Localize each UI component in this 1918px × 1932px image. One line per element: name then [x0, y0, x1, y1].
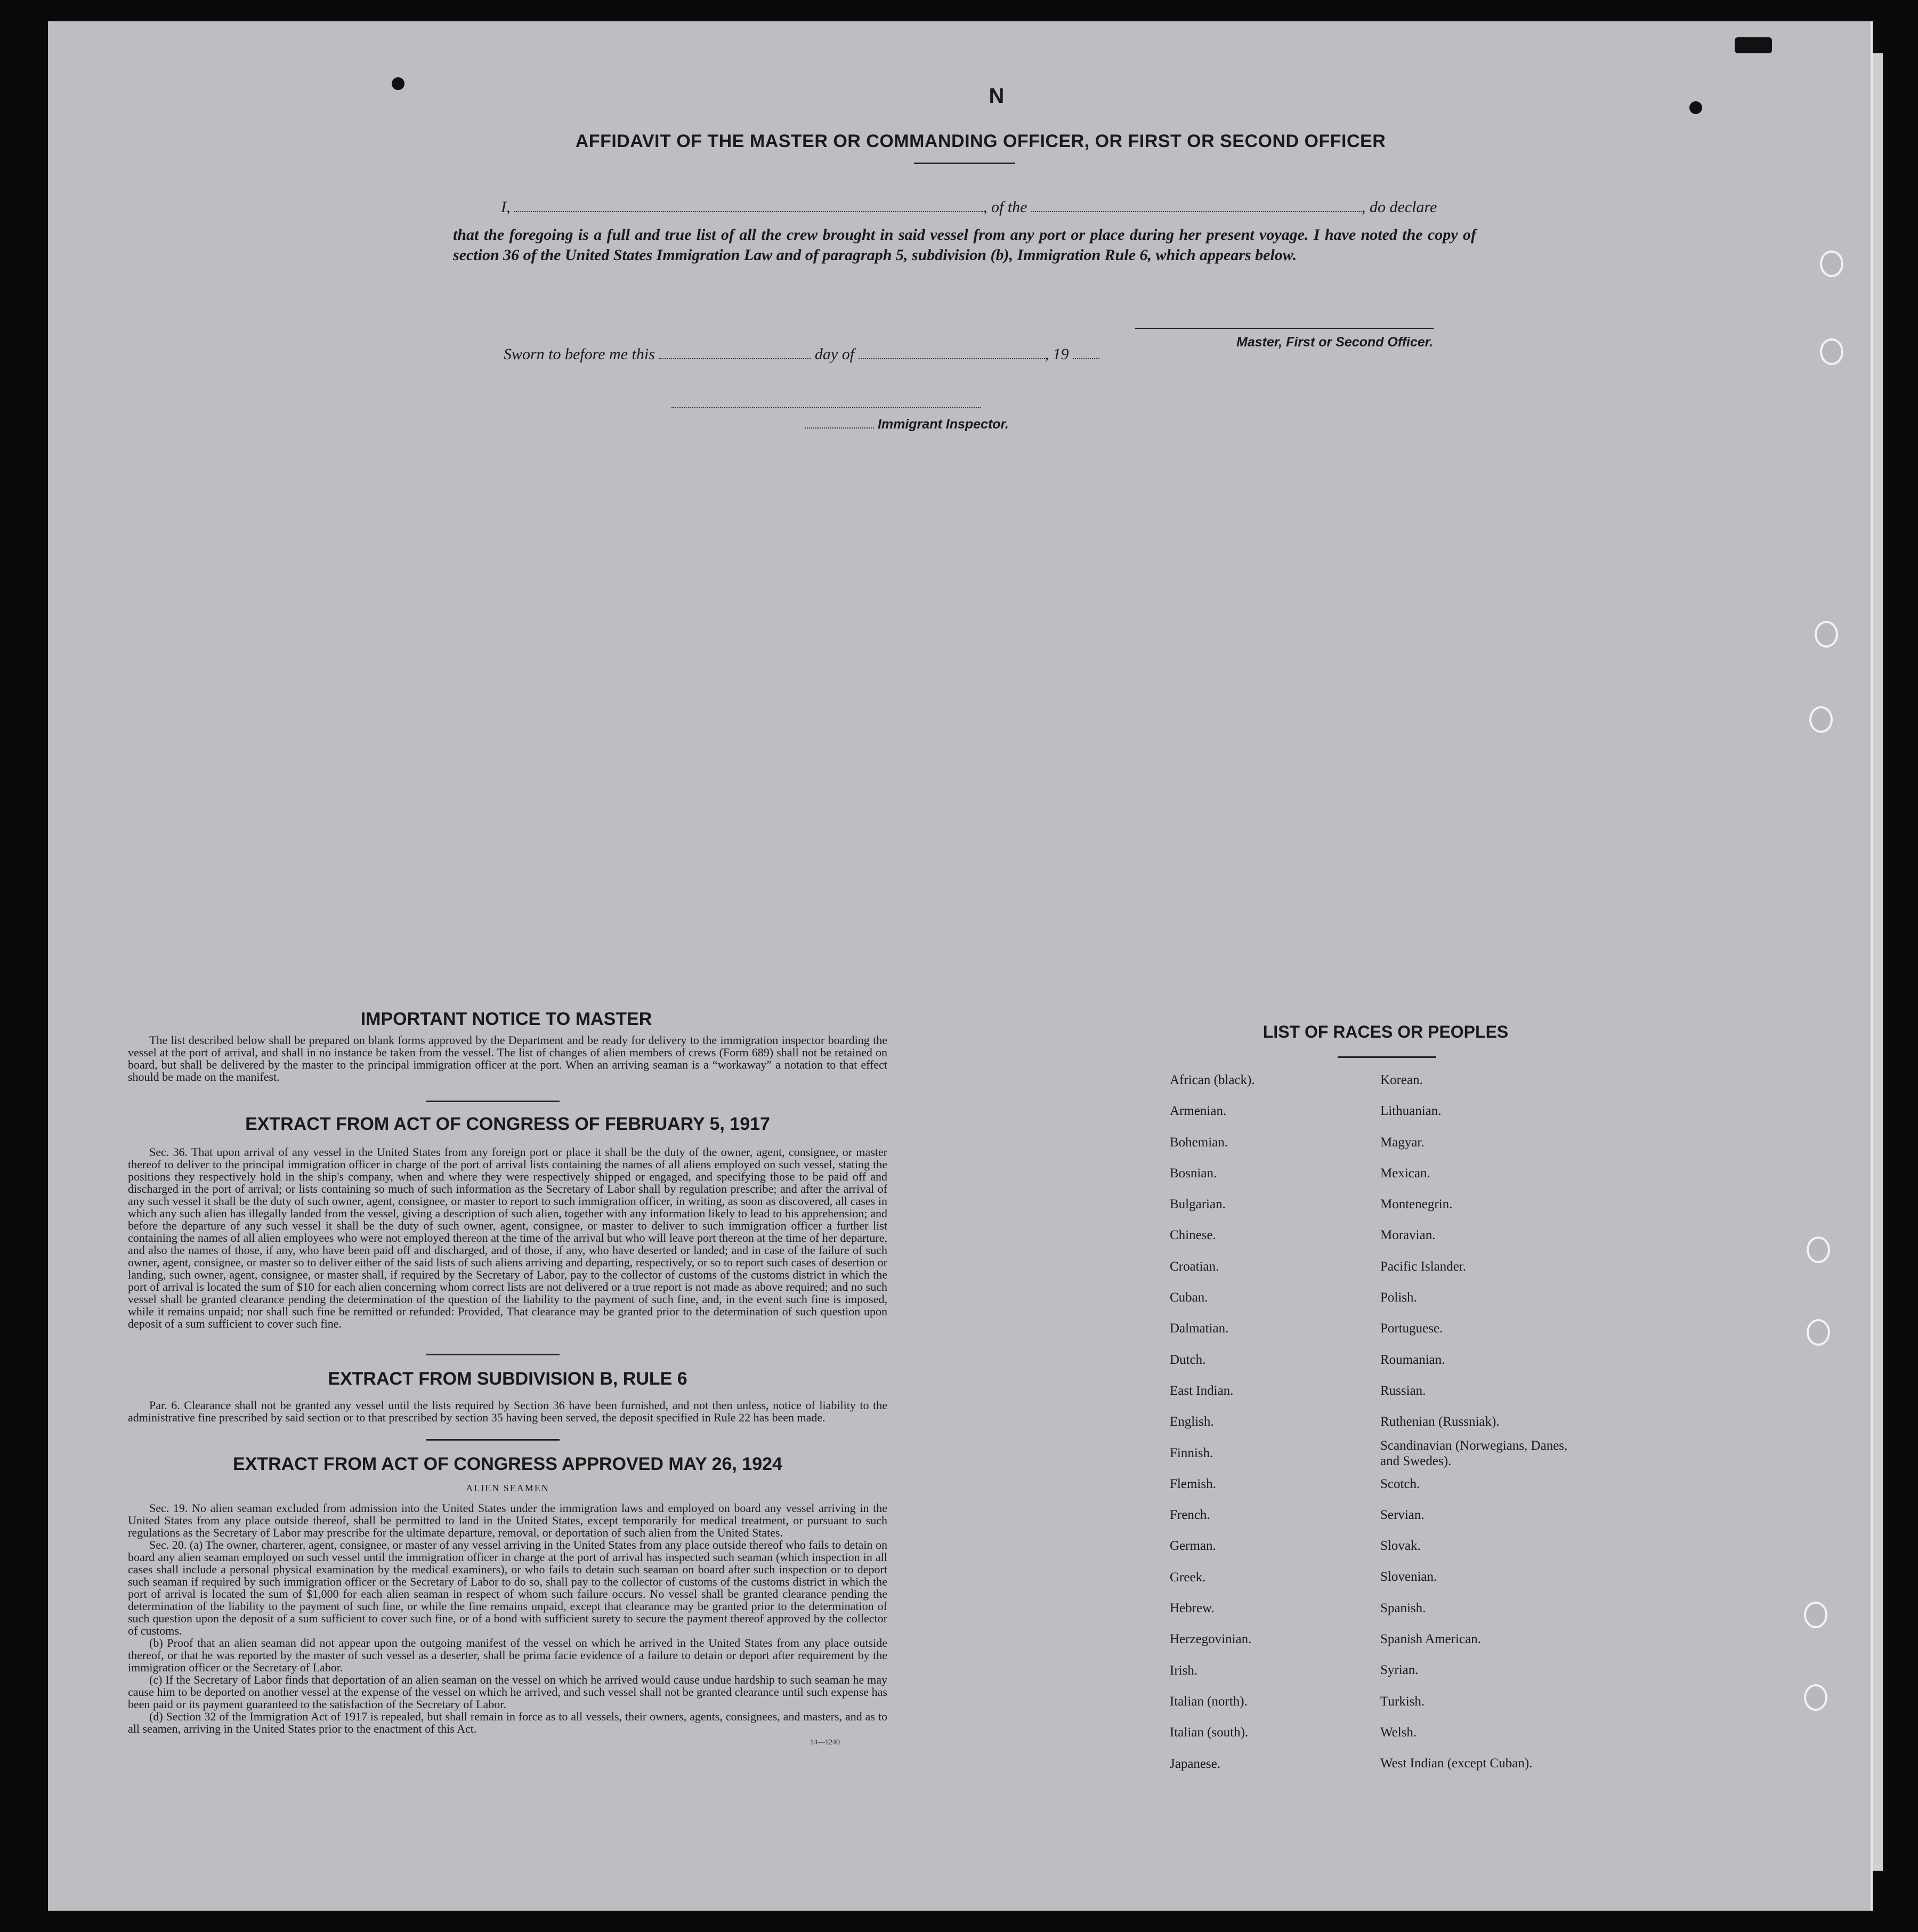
race-item: Slovenian. — [1380, 1570, 1437, 1585]
race-item: Italian (south). — [1170, 1725, 1249, 1740]
race-item: Dutch. — [1170, 1352, 1206, 1367]
form-code: 14—1240 — [810, 1739, 840, 1747]
race-item: Lithuanian. — [1380, 1104, 1442, 1119]
race-item: Bohemian. — [1170, 1135, 1228, 1150]
vessel-blank[interactable] — [1031, 198, 1362, 212]
race-item: Polish. — [1380, 1290, 1417, 1305]
sec-20a-paragraph: Sec. 20. (a) The owner, charterer, agent, consignee, or master of any vessel arriving in the United States from any place outside thereof who fails to detain on board any alien seaman employed on such vessel until the immigration officer in charge at the port of arrival has inspected such seaman (which inspection in all cases shall include a personal physical examination by the medical examiners), or who fails to detain such seaman on board after such inspection or to deport such seaman if required by such immigration officer or the Secretary of Labor to do so, shall pay to the collector of customs of the customs district in which the port of arrival is located the sum of $1,000 for each alien seaman in respect of whom such failure occurs. No vessel shall be granted clearance pending the determination of the liability to the payment of such fine, or while the fine remains unpaid, except that clearance may be granted prior to the determination of such question upon the deposit of a sum sufficient to cover such fine, or of a bond with sufficient surety to secure the payment thereof approved by the collector of customs. — [128, 1538, 887, 1637]
race-item: African (black). — [1170, 1073, 1255, 1087]
race-item: Greek. — [1170, 1570, 1206, 1585]
race-item: Scotch. — [1380, 1476, 1420, 1491]
notice-paragraph: The list described below shall be prepared on blank forms approved by the Department and be ready for delivery to the immigration inspector boarding the vessel at the port of arrival, and shall in no instance be taken from the vessel. The list of changes of alien members of crews (Form 689) shall not be retained on board, but shall be delivered by the master to the principal immigration officer at the port. When an arriving seaman is a “workaway” a notation to that effect should be made on the manifest. — [128, 1033, 887, 1084]
race-item: Flemish. — [1170, 1476, 1216, 1491]
extract-rule6-body — [128, 1399, 887, 1424]
punch-hole — [1809, 706, 1833, 733]
form-mark: N — [989, 84, 1005, 108]
race-item: Roumanian. — [1380, 1352, 1445, 1367]
divider — [914, 163, 1015, 164]
inspector-signature-blank[interactable] — [671, 394, 981, 408]
inspector-label: Immigrant Inspector. — [877, 417, 1009, 432]
text-i: I, — [501, 198, 511, 216]
notice-title: IMPORTANT NOTICE TO MASTER — [360, 1009, 652, 1029]
race-item: Bulgarian. — [1170, 1197, 1226, 1212]
inspector-leader — [805, 420, 874, 429]
sec-19-paragraph: Sec. 19. No alien seaman excluded from admission into the United States under the immigration laws and employed on board any vessel arriving in the United States from any place outside thereof, shall be permitted to land in the United States, except temporarily for medical treatment, or pursuant to such regulations as the Secretary of Labor may prescribe for the ultimate departure, removal, or deportation of such alien from the United States. — [128, 1501, 887, 1539]
punch-hole — [1804, 1602, 1827, 1628]
race-item: Hebrew. — [1170, 1601, 1215, 1616]
race-item: Mexican. — [1380, 1166, 1430, 1181]
ink-spot — [1689, 101, 1702, 114]
extract-1924-body — [128, 1502, 887, 1735]
sworn-line — [504, 345, 1250, 363]
race-item: Syrian. — [1380, 1663, 1419, 1678]
race-item: Ruthenian (Russniak). — [1380, 1414, 1500, 1429]
race-item: Croatian. — [1170, 1259, 1219, 1274]
race-item: Welsh. — [1380, 1725, 1417, 1740]
divider — [426, 1354, 560, 1355]
race-item: Irish. — [1170, 1663, 1198, 1678]
race-item: West Indian (except Cuban). — [1380, 1756, 1533, 1771]
extract-1917-title: EXTRACT FROM ACT OF CONGRESS OF FEBRUARY 5, 1917 — [245, 1114, 770, 1134]
extract-1917-body — [128, 1146, 887, 1330]
name-blank[interactable] — [514, 198, 983, 212]
race-item: Pacific Islander. — [1380, 1259, 1467, 1274]
race-item: Korean. — [1380, 1073, 1423, 1087]
race-item: Magyar. — [1380, 1135, 1425, 1150]
race-item: Dalmatian. — [1170, 1321, 1229, 1336]
race-item: Cuban. — [1170, 1290, 1208, 1305]
text-day-of: day of — [814, 345, 855, 363]
extract-rule6-title: EXTRACT FROM SUBDIVISION B, RULE 6 — [328, 1369, 687, 1389]
race-item: Herzegovinian. — [1170, 1632, 1252, 1647]
race-item: Bosnian. — [1170, 1166, 1217, 1181]
race-item: Servian. — [1380, 1507, 1425, 1522]
races-left-column — [1170, 1065, 1255, 1780]
ink-spot — [392, 77, 404, 90]
ink-spot — [1735, 37, 1772, 53]
race-item: Russian. — [1380, 1383, 1426, 1398]
par-6-paragraph: Par. 6. Clearance shall not be granted any vessel until the lists required by Section 36 have been furnished, and not then unless, notice of liability to the administrative fine prescribed by said section or to that prescribed by section 35 having been served, the deposit specified in Rule 22 has been made. — [128, 1399, 887, 1424]
race-item: Slovak. — [1380, 1539, 1421, 1554]
race-item: Spanish American. — [1380, 1632, 1481, 1647]
year-blank[interactable] — [1073, 345, 1099, 359]
race-item: Italian (north). — [1170, 1694, 1248, 1709]
signature-label: Master, First or Second Officer. — [1236, 335, 1434, 350]
race-item: Scandinavian (Norwegians, Danes, and Swedes). — [1380, 1438, 1568, 1468]
race-item: Montenegrin. — [1380, 1197, 1453, 1212]
sec-20b-paragraph: (b) Proof that an alien seaman did not appear upon the outgoing manifest of the vessel on which he arrived in the United States from any place outside thereof, or that he was reported by the master of such vessel as a deserter, shall be prima facie evidence of a failure to detain or deport after requirement by the immigration officer or the Secretary of Labor. — [128, 1636, 887, 1674]
race-item: Spanish. — [1380, 1600, 1426, 1615]
races-right-column — [1380, 1065, 1583, 1780]
race-item: Finnish. — [1170, 1445, 1213, 1460]
race-item: East Indian. — [1170, 1383, 1234, 1398]
affidavit-declare-line — [501, 198, 1482, 216]
day-blank[interactable] — [659, 345, 811, 359]
divider — [426, 1101, 560, 1102]
race-item: Chinese. — [1170, 1228, 1216, 1243]
race-item: Armenian. — [1170, 1104, 1227, 1119]
punch-hole — [1820, 338, 1843, 365]
punch-hole — [1804, 1684, 1827, 1711]
affidavit-body: that the foregoing is a full and true list of all the crew brought in said vessel from any port or place during her present voyage. I have noted the copy of section 36 of the United States Immigration Law and of paragraph 5, subdivision (b), Immigration Rule 6, which appears below. — [453, 226, 1476, 264]
race-item: German. — [1170, 1539, 1216, 1554]
sec-20c-paragraph: (c) If the Secretary of Labor finds that deportation of an alien seaman on the vessel on which he arrived would cause undue hardship to such seaman he may cause him to be deported on another vessel at the expense of the vessel on which he arrived, and such vessel shall not be granted clearance until such expense has been paid or its payment guaranteed to the satisfaction of the Secretary of Labor. — [128, 1673, 887, 1711]
race-item: Moravian. — [1380, 1228, 1436, 1243]
text-declare: , do declare — [1362, 198, 1437, 216]
section-36-paragraph: Sec. 36. That upon arrival of any vessel in the United States from any foreign port or place it shall be the duty of the owner, agent, consignee, or master thereof to deliver to the principal immigration officer in charge of the port of arrival lists containing the names of all aliens employed on such vessel, stating the positions they respectively hold in the ship's company, when and where they were respectively shipped or engaged, and specifying those to be paid off and discharged in the port of arrival; or lists containing so much of such information as the Secretary of Labor shall by regulation prescribe; and after the arrival of any such vessel it shall be the duty of such owner, agent, consignee, or master to report to such immigration officer, in writing, as soon as discovered, all cases in which any such alien has illegally landed from the vessel, giving a description of such alien, together with any information likely to lead to his apprehension; and before the departure of any such vessel it shall be the duty of such owner, agent, consignee, or master to deliver to such immigration officer a further list containing the names of all alien employees who were not employed thereon at the time of the arrival but who will leave port thereon at the time of her departure, and also the names of those, if any, who have been paid off and discharged, and of those, if any, who have deserted or landed; and in case of the failure of such owner, agent, consignee, or master so to deliver either of the said lists of such aliens arriving and departing, respectively, or so to report such cases of desertion or landing, such owner, agent, consignee, or master shall, if required by the Secretary of Labor, pay to the collector of customs of the customs district in which the port of arrival is located the sum of $10 for each alien concerning whom correct lists are not delivered or a true report is not made as above required; and no such vessel shall be granted clearance pending the determination of the question of the liability to the payment of such fine, and, in the event such fine is imposed, while it remains unpaid; nor shall such fine be remitted or refunded: Provided, That clearance may be granted prior to the determination of such question upon deposit of a sum sufficient to cover such fine. — [128, 1145, 887, 1330]
punch-hole — [1807, 1236, 1830, 1263]
divider — [426, 1439, 560, 1441]
inspector-line — [805, 417, 1009, 432]
race-item: Japanese. — [1170, 1756, 1221, 1771]
punch-hole — [1820, 250, 1843, 277]
race-item: Portuguese. — [1380, 1321, 1443, 1336]
sec-20d-paragraph: (d) Section 32 of the Immigration Act of 1917 is repealed, but shall remain in force as to all vessels, their owners, agents, consignees, and masters, and as to all seamen, arriving in the United States prior to the enactment of this Act. — [128, 1710, 887, 1735]
month-blank[interactable] — [859, 345, 1045, 359]
text-sworn: Sworn to before me this — [504, 345, 655, 363]
punch-hole — [1807, 1319, 1830, 1346]
text-of-the: , of the — [983, 198, 1027, 216]
extract-1924-title: EXTRACT FROM ACT OF CONGRESS APPROVED MAY 26, 1924 — [233, 1454, 782, 1474]
extract-1924-subtitle: ALIEN SEAMEN — [466, 1483, 549, 1493]
divider — [1338, 1056, 1436, 1058]
race-item: Turkish. — [1380, 1694, 1425, 1709]
punch-hole — [1815, 621, 1838, 648]
race-item: French. — [1170, 1508, 1210, 1523]
races-title: LIST OF RACES OR PEOPLES — [1263, 1022, 1509, 1041]
notice-body — [128, 1034, 887, 1083]
affidavit-title: AFFIDAVIT OF THE MASTER OR COMMANDING OFFICER, OR FIRST OR SECOND OFFICER — [575, 131, 1386, 151]
race-item: English. — [1170, 1414, 1214, 1429]
text-year: , 19 — [1045, 345, 1069, 363]
signature-line — [1135, 328, 1434, 329]
